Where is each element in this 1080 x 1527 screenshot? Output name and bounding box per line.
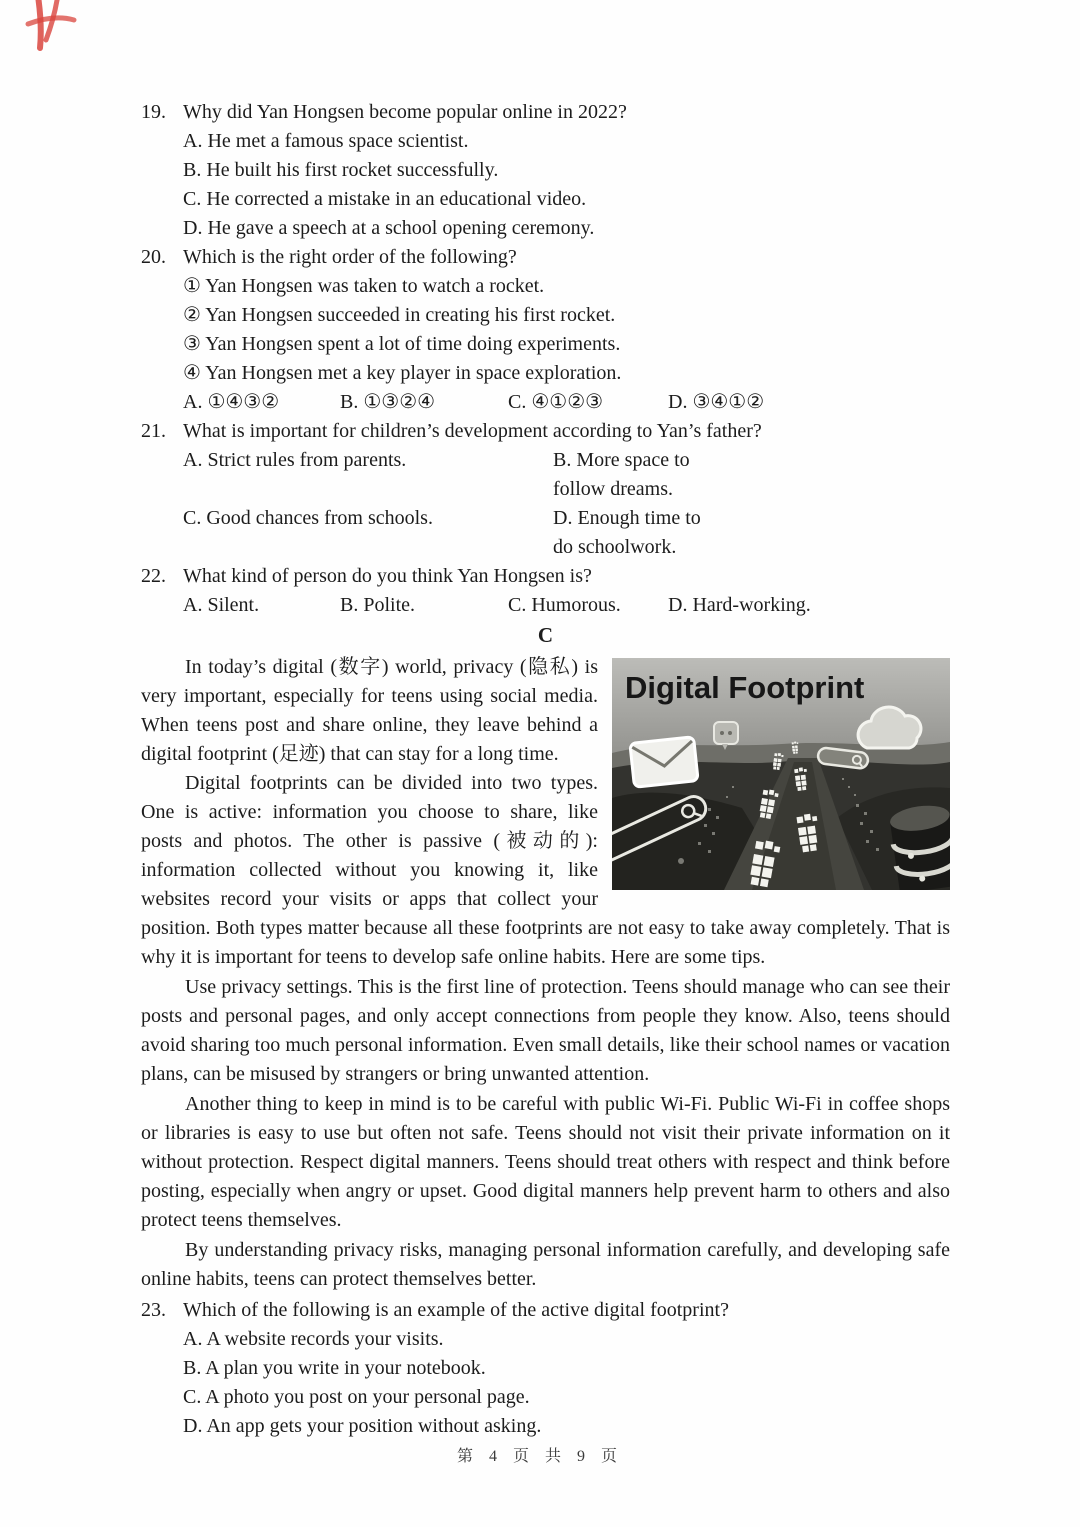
- option-22-b: B. Polite.: [340, 594, 416, 616]
- option-20-b: B. ①③②④: [340, 391, 436, 413]
- question-19-options: [141, 127, 950, 243]
- question-21: [141, 417, 950, 562]
- question-22-number: 22.: [141, 565, 166, 587]
- envelope-icon: [630, 737, 698, 787]
- question-21-number: 21.: [141, 420, 166, 442]
- option-20-c: C. ④①②③: [508, 391, 604, 413]
- passage-paragraph-3: Use privacy settings. This is the first line of protection. Teens should manage who can see their posts and personal pages, and only accept connections from people they know. Also, teens should avoid sharing too much personal information. Even small details, like their school names or vacation plans, can be misused by strangers or bring unwanted attention.: [141, 976, 950, 1085]
- question-20-number: 20.: [141, 246, 166, 268]
- question-19-text: 19. Why did Yan Hongsen become popular online in 2022?: [141, 98, 950, 127]
- passage-paragraph-5: By understanding privacy risks, managing personal information carefully, and developing safe online habits, teens can protect themselves better.: [141, 1239, 950, 1290]
- page-content: [141, 98, 950, 1441]
- section-heading-c: C: [537, 623, 554, 647]
- question-21-options-row2: [141, 504, 950, 562]
- ordering-item-3: ③ Yan Hongsen spent a lot of time doing experiments.: [183, 333, 621, 355]
- option-23-a: A. A website records your visits.: [183, 1328, 444, 1350]
- option-22-a: A. Silent.: [183, 594, 260, 616]
- question-19: [141, 98, 950, 243]
- option-20-d: D. ③④①②: [668, 391, 765, 413]
- option-21-d: D. Enough time to do schoolwork.: [553, 507, 701, 558]
- question-20: [141, 243, 950, 417]
- question-23-text: 23. Which of the following is an example of the active digital footprint?: [141, 1296, 950, 1325]
- option-23-c: C. A photo you post on your personal page.: [183, 1386, 530, 1408]
- ordering-item-4: ④ Yan Hongsen met a key player in space exploration.: [183, 362, 622, 384]
- page-footer: 第 4 页 共 9 页: [456, 1448, 623, 1465]
- option-22-d: D. Hard-working.: [668, 594, 811, 616]
- ordering-item-1: ① Yan Hongsen was taken to watch a rocket.: [183, 275, 545, 297]
- question-23: [141, 1296, 950, 1441]
- option-23-d: D. An app gets your position without asking.: [183, 1415, 542, 1437]
- question-20-text: 20. Which is the right order of the following?: [141, 243, 950, 272]
- question-21-options-row1: [141, 446, 950, 504]
- option-20-a: A. ①④③②: [183, 391, 280, 413]
- red-pen-marks: [20, 0, 110, 64]
- question-21-text: 21. What is important for children’s development according to Yan’s father?: [141, 417, 950, 446]
- question-19-number: 19.: [141, 101, 166, 123]
- question-20-items: [141, 272, 950, 388]
- passage-paragraph-2: Digital footprints can be divided into two types. One is active: information you choose to share, like posts and photos. The other is passive (被动的): information collected without you knowing it, like websites record your visits or apps that collect your position. Both types matter because all these footprints are not easy to take away completely. That is why it is important for teens to develop safe online habits. Here are some tips.: [141, 772, 950, 968]
- question-22-text: 22. What kind of person do you think Yan Hongsen is?: [141, 562, 950, 591]
- reading-passage: [141, 653, 950, 1294]
- digital-footprint-figure: [612, 658, 950, 890]
- passage-paragraph-1: In today’s digital (数字) world, privacy (隐私) is very important, especially for teens using social media. When teens post and share online, they leave behind a digital footprint (足迹) that can stay for a long time.: [141, 656, 598, 765]
- passage-paragraph-4: Another thing to keep in mind is to be careful with public Wi-Fi. Public Wi-Fi in coffee shops or libraries is easy to use but often not safe. Teens should not visit their private information on it without protection. Respect digital manners. Teens should treat others with respect and think before posting, especially when angry or upset. Good digital manners help prevent harm to others and also protect teens themselves.: [141, 1093, 950, 1231]
- ordering-item-2: ② Yan Hongsen succeeded in creating his first rocket.: [183, 304, 616, 326]
- option-19-d: D. He gave a speech at a school opening ceremony.: [183, 217, 595, 239]
- figure-title: Digital Footprint: [625, 670, 865, 705]
- question-22-options: [141, 591, 950, 620]
- question-23-number: 23.: [141, 1299, 166, 1321]
- option-19-c: C. He corrected a mistake in an educational video.: [183, 188, 587, 210]
- question-20-options: [141, 388, 950, 417]
- option-23-b: B. A plan you write in your notebook.: [183, 1357, 486, 1379]
- option-19-b: B. He built his first rocket successfully.: [183, 159, 499, 181]
- option-21-c: C. Good chances from schools.: [183, 507, 433, 529]
- option-21-b: B. More space to follow dreams.: [553, 449, 690, 500]
- question-23-options: [141, 1325, 950, 1441]
- option-19-a: A. He met a famous space scientist.: [183, 130, 469, 152]
- option-22-c: C. Humorous.: [508, 594, 621, 616]
- option-21-a: A. Strict rules from parents.: [183, 449, 407, 471]
- digital-footprint-illustration: [612, 658, 950, 890]
- question-22: [141, 562, 950, 620]
